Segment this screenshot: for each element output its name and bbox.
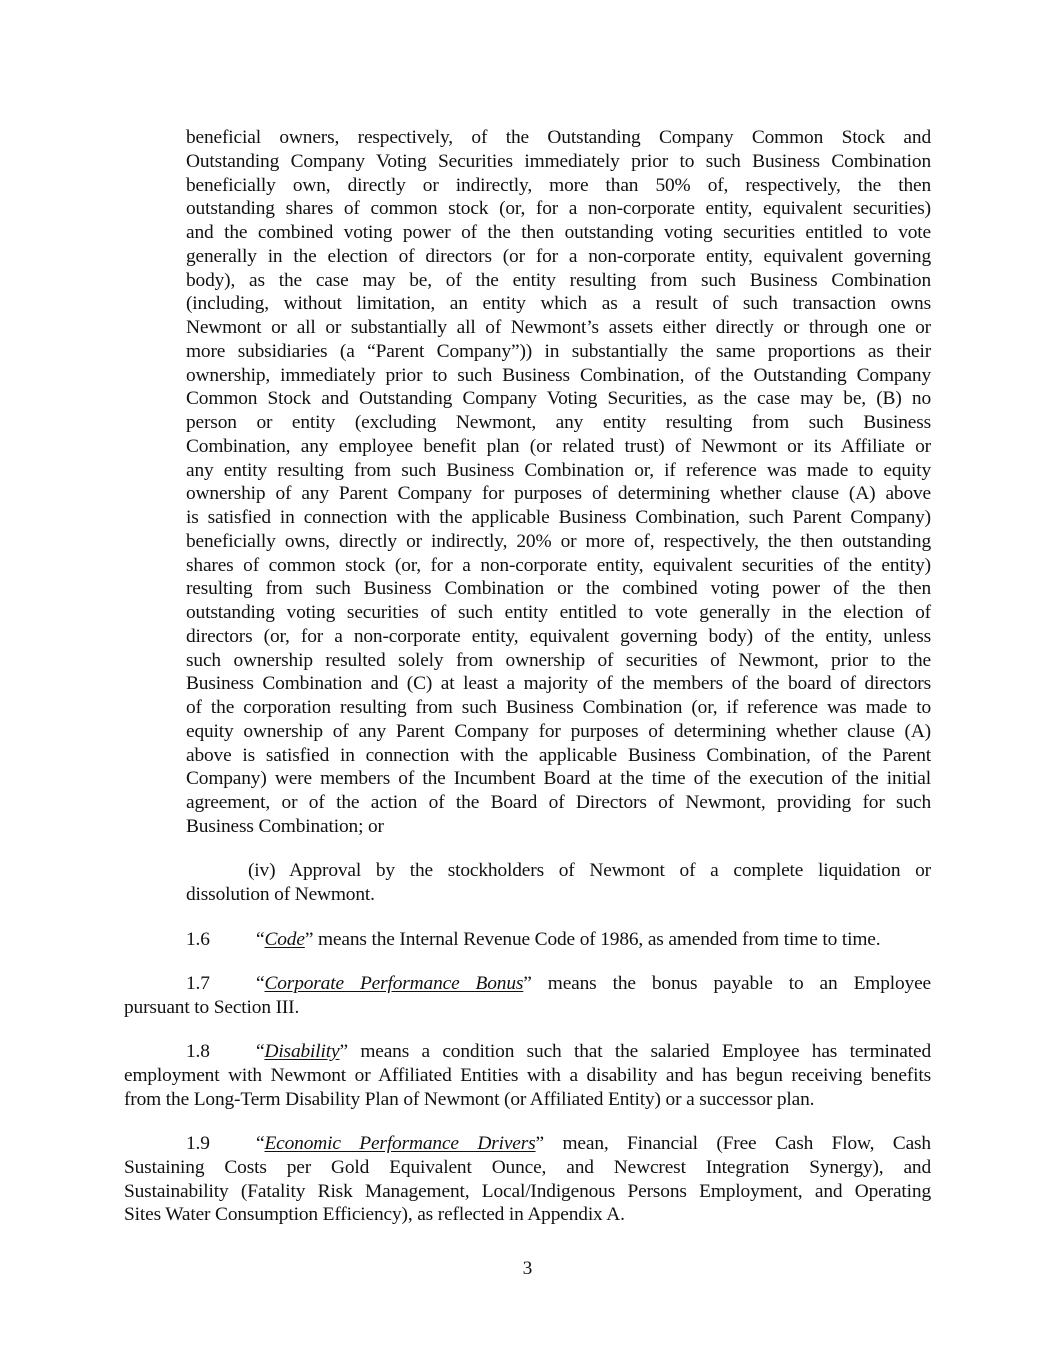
- definition-text: mean, Financial (Free Cash Flow, Cash: [544, 1133, 931, 1154]
- paragraph-line: Newmont or all or substantially all of Newmont’s assets either directly or through one or: [186, 317, 931, 338]
- paragraph-line: body), as the case may be, of the entity resulting from such Business Combination: [186, 269, 931, 291]
- paragraph-line: Common Stock and Outstanding Company Voting Securities, as the case may be, (B) no: [186, 388, 931, 410]
- defined-term: Economic Performance Drivers: [264, 1133, 536, 1154]
- paragraph-line: agreement, or of the action of the Board of Directors of Newmont, providing for such: [186, 792, 931, 813]
- open-quote: “: [256, 1133, 265, 1154]
- defined-term: Corporate Performance Bonus: [264, 973, 524, 994]
- definition-line: pursuant to Section III.: [124, 996, 300, 1018]
- close-quote: ”: [339, 1041, 348, 1062]
- definition-line: Sustaining Costs per Gold Equivalent Ounce, and Newcrest Integration Synergy), and: [124, 1156, 931, 1178]
- paragraph-line: ownership, immediately prior to such Business Combination, of the Outstanding Company: [186, 364, 931, 386]
- section-number: 1.9: [186, 1133, 210, 1154]
- paragraph-line: Combination, any employee benefit plan (or related trust) of Newmont or its Affiliate or: [186, 435, 931, 457]
- paragraph-line: beneficially owns, directly or indirectly, 20% or more of, respectively, the then outstanding: [186, 530, 931, 552]
- close-quote: ”: [535, 1133, 544, 1154]
- paragraph-line: above is satisfied in connection with the applicable Business Combination, of the Parent: [186, 744, 931, 766]
- paragraph-line: Business Combination and (C) at least a majority of the members of the board of directors: [186, 673, 931, 695]
- paragraph-line: such ownership resulted solely from ownership of securities of Newmont, prior to the: [186, 649, 931, 671]
- definition-1-6: [124, 928, 931, 952]
- continuation-paragraph: [186, 126, 931, 839]
- paragraph-line: generally in the election of directors (or for a non-corporate entity, equivalent governing: [186, 245, 931, 267]
- section-number: 1.8: [186, 1041, 210, 1062]
- page-number: 3: [522, 1258, 533, 1279]
- definition-1-9: [124, 1132, 931, 1227]
- open-quote: “: [256, 929, 265, 950]
- close-quote: ”: [304, 929, 314, 950]
- defined-term: Disability: [264, 1041, 340, 1062]
- paragraph-line: is satisfied in connection with the applicable Business Combination, such Parent Company): [186, 507, 931, 528]
- clause-iv-paragraph: [186, 859, 931, 907]
- definition-text: means the bonus payable to an Employee: [531, 973, 932, 994]
- paragraph-line: of the corporation resulting from such Business Combination (or, if reference was made to: [186, 697, 931, 718]
- defined-term: Code: [264, 929, 305, 950]
- definition-line: Sustainability (Fatality Risk Management, Local/Indigenous Persons Employment, and Operating: [124, 1180, 931, 1202]
- paragraph-line: directors (or, for a non-corporate entity, equivalent governing body) of the entity, unless: [186, 625, 931, 647]
- clause-iv-line: [186, 859, 931, 883]
- definition-line: Sites Water Consumption Efficiency), as reflected in Appendix A.: [124, 1204, 625, 1226]
- paragraph-line: Company) were members of the Incumbent Board at the time of the execution of the initial: [186, 768, 931, 790]
- definition-first-line: [124, 972, 931, 996]
- paragraph-line: (including, without limitation, an entity which as a result of such transaction owns: [186, 293, 931, 315]
- clause-iv-text: (iv) Approval by the stockholders of Newmont of a complete liquidation or: [248, 860, 931, 881]
- definition-text: means a condition such that the salaried Employee has terminated: [347, 1041, 931, 1062]
- paragraph-line: person or entity (excluding Newmont, any entity resulting from such Business: [186, 412, 931, 433]
- paragraph-line: more subsidiaries (a “Parent Company”)) in substantially the same proportions as their: [186, 340, 931, 362]
- definition-1-7: [124, 972, 931, 1020]
- paragraph-line: and the combined voting power of the then outstanding voting securities entitled to vote: [186, 222, 931, 243]
- definition-text: means the Internal Revenue Code of 1986, as amended from time to time.: [313, 929, 881, 950]
- paragraph-line: beneficially own, directly or indirectly, more than 50% of, respectively, the then: [186, 174, 931, 196]
- paragraph-line: resulting from such Business Combination or the combined voting power of the then: [186, 578, 931, 600]
- definition-line: employment with Newmont or Affiliated Entities with a disability and has begun receiving benefits: [124, 1064, 931, 1086]
- section-number: 1.6: [186, 929, 210, 950]
- paragraph-line: ownership of any Parent Company for purposes of determining whether clause (A) above: [186, 483, 931, 505]
- paragraph-line: Business Combination; or: [186, 815, 384, 837]
- paragraph-line: outstanding shares of common stock (or, for a non-corporate entity, equivalent securities): [186, 198, 931, 220]
- paragraph-line: beneficial owners, respectively, of the Outstanding Company Common Stock and: [186, 127, 931, 148]
- definition-first-line: [124, 1040, 931, 1064]
- paragraph-line: any entity resulting from such Business Combination or, if reference was made to equity: [186, 459, 931, 481]
- close-quote: ”: [523, 973, 532, 994]
- paragraph-line: equity ownership of any Parent Company for purposes of determining whether clause (A): [186, 720, 931, 742]
- open-quote: “: [256, 973, 265, 994]
- paragraph-line: shares of common stock (or, for a non-corporate entity, equivalent securities of the entity): [186, 554, 931, 576]
- clause-iv-line: dissolution of Newmont.: [186, 883, 375, 905]
- definition-first-line: [124, 1132, 931, 1156]
- definition-1-8: [124, 1040, 931, 1111]
- definition-line: from the Long-Term Disability Plan of Newmont (or Affiliated Entity) or a successor plan.: [124, 1088, 815, 1110]
- paragraph-line: outstanding voting securities of such entity entitled to vote generally in the election of: [186, 602, 931, 623]
- section-number: 1.7: [186, 973, 210, 994]
- definition-first-line: [124, 928, 931, 952]
- paragraph-line: Outstanding Company Voting Securities immediately prior to such Business Combination: [186, 150, 931, 172]
- open-quote: “: [256, 1041, 265, 1062]
